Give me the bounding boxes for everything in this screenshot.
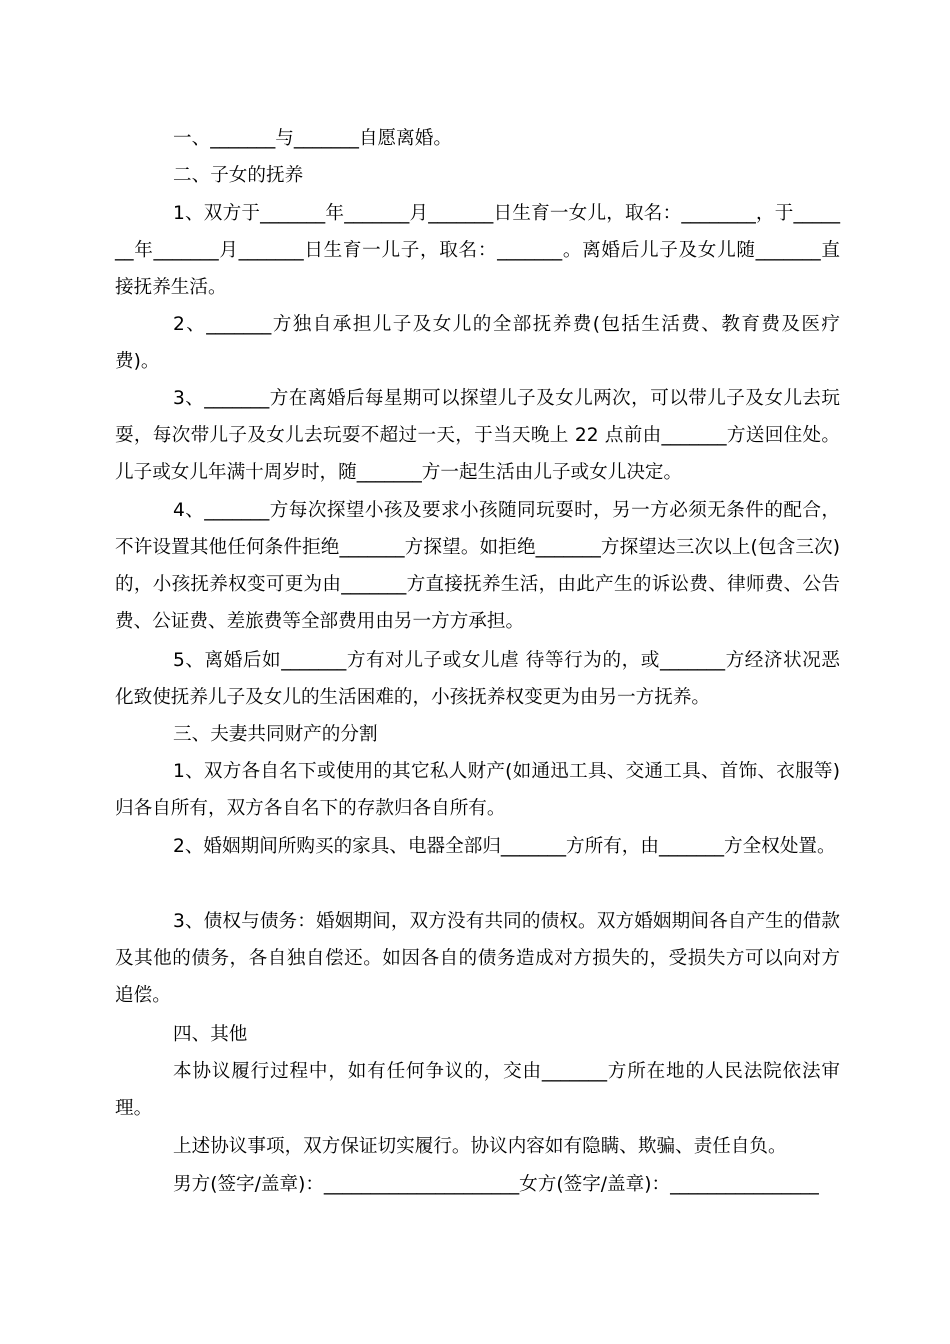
clause-guarantee: 上述协议事项，双方保证切实履行。协议内容如有隐瞒、欺骗、责任自负。 (173, 1136, 787, 1157)
signature-line: 男方(签字/盖章)：_____________________女方(签字/盖章)：________________ (173, 1174, 819, 1195)
clause-children-birth: 1、双方于_______年_______月_______日生育一女儿，取名：________，于_______年_______月_______日生育一儿子，取名：_______。离婚后儿子及女儿随_______直接抚养生活。 (115, 203, 840, 298)
section-heading-other: 四、其他 (173, 1024, 248, 1045)
clause-divorce-consent: 一、_______与_______自愿离婚。 (173, 128, 452, 149)
section-heading-child-custody: 二、子女的抚养 (173, 165, 304, 186)
clause-dispute-court: 本协议履行过程中，如有任何争议的，交由_______方所在地的人民法院依法审理。 (115, 1061, 840, 1119)
section-heading-property: 三、夫妻共同财产的分割 (173, 724, 378, 745)
clause-visitation: 3、_______方在离婚后每星期可以探望儿子及女儿两次，可以带儿子及女儿去玩耍，每次带儿子及女儿去玩耍不超过一天，于当天晚上 22 点前由_______方送回住处。儿子或女儿年满十周岁时，随_______方一起生活由儿子或女儿决定。 (115, 388, 840, 483)
clause-debts: 3、债权与债务：婚姻期间，双方没有共同的债权。双方婚姻期间各自产生的借款及其他的债务，各自独自偿还。如因各自的债务造成对方损失的，受损失方可以向对方追偿。 (115, 911, 840, 1006)
clause-visitation-cooperation: 4、_______方每次探望小孩及要求小孩随同玩耍时，另一方必须无条件的配合，不许设置其他任何条件拒绝_______方探望。如拒绝_______方探望达三次以上(包含三次)的，小孩抚养权变可更为由_______方直接抚养生活，由此产生的诉讼费、律师费、公告费、公证费、差旅费等全部费用由另一方方承担。 (115, 500, 840, 632)
clause-personal-property: 1、双方各自名下或使用的其它私人财产(如通迅工具、交通工具、首饰、衣服等)归各自所有，双方各自名下的存款归各自所有。 (115, 761, 840, 819)
clause-furniture-appliances: 2、婚姻期间所购买的家具、电器全部归_______方所有，由_______方全权处置。 (173, 836, 836, 857)
clause-child-support: 2、_______方独自承担儿子及女儿的全部抚养费(包括生活费、教育费及医疗费)。 (115, 314, 840, 372)
clause-custody-change: 5、离婚后如_______方有对儿子或女儿虐 待等行为的，或_______方经济状况恶化致使抚养儿子及女儿的生活困难的，小孩抚养权变更为由另一方抚养。 (115, 650, 840, 708)
